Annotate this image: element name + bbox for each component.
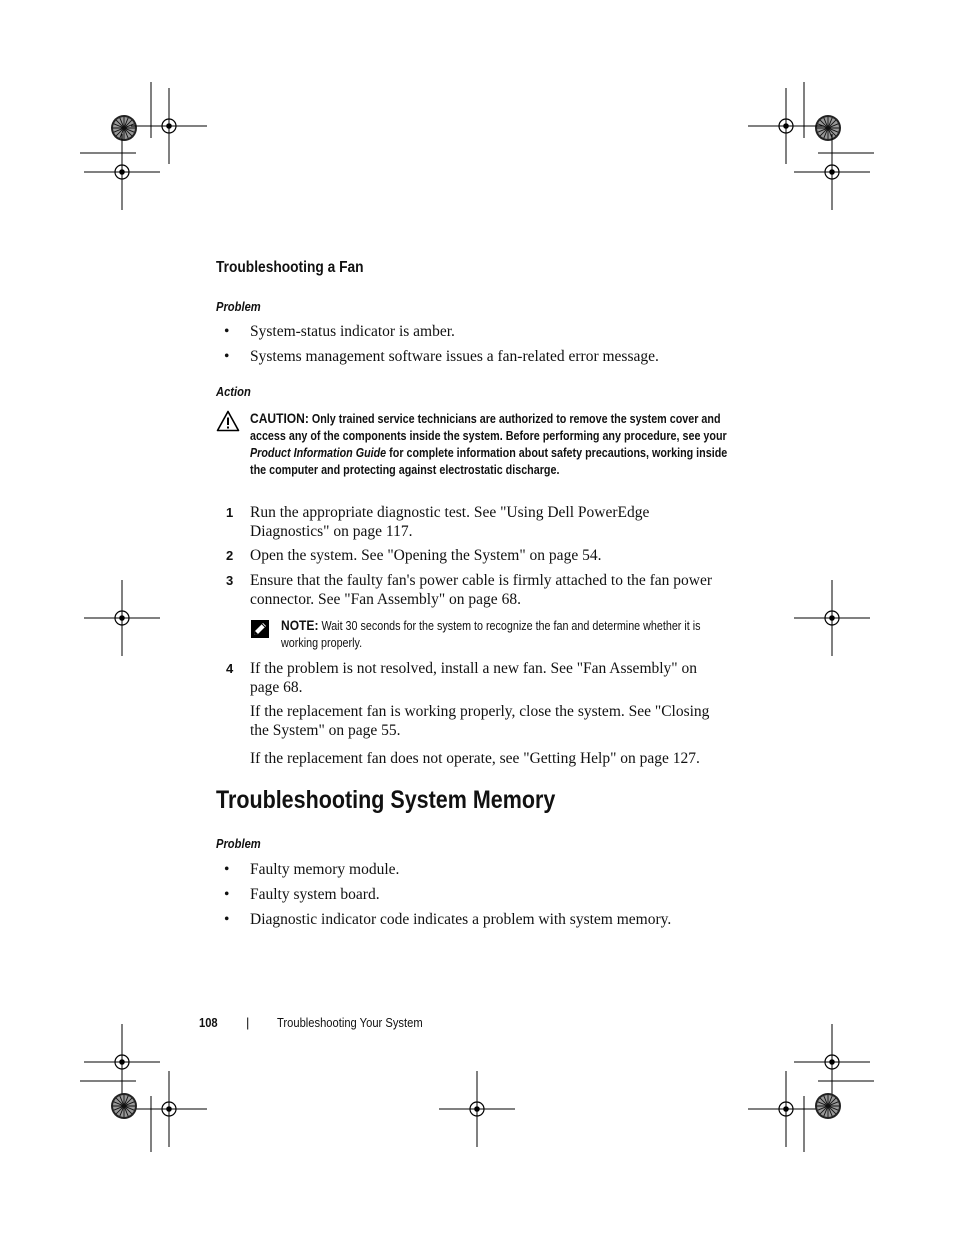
note-label: NOTE:: [281, 617, 319, 633]
registration-target-icon: [748, 1071, 824, 1147]
registration-target-icon: [794, 580, 870, 656]
registration-target-icon: [84, 134, 160, 210]
note-text: NOTE: Wait 30 seconds for the system to recognize the fan and determine whether it is working properly.: [281, 617, 701, 650]
section-heading-memory: Troubleshooting System Memory: [216, 786, 556, 814]
registration-target-icon: [84, 1024, 160, 1100]
footer-chapter: Troubleshooting Your System: [277, 1015, 423, 1030]
section-heading-fan: [216, 259, 388, 277]
caution-text: CAUTION: Only trained service technicians are authorized to remove the system cover and access any of the components inside the system. Before performing any procedure, see your Product Information Guide for complete information about safety precautions, working inside the computer and protecting against electrostatic discharge.: [250, 410, 728, 477]
caution-triangle-icon: [216, 410, 240, 437]
registration-star-icon: [111, 115, 137, 141]
section-heading-fan-text: Troubleshooting a Fan: [216, 259, 364, 276]
note-pencil-icon: [250, 619, 270, 644]
registration-target-icon: [748, 88, 824, 164]
footer-separator: |: [246, 1015, 250, 1030]
registration-target-icon: [794, 1024, 870, 1100]
registration-target-icon: [84, 580, 160, 656]
product-information-guide: Product Information Guide: [250, 446, 387, 460]
registration-star-icon: [815, 115, 841, 141]
bullet-icon: •: [224, 911, 230, 928]
caution-label: CAUTION:: [250, 410, 309, 426]
bullet-icon: •: [224, 861, 230, 878]
registration-target-icon: [439, 1071, 515, 1147]
paragraph: If the replacement fan is working properly, close the system. See "Closing the System" on page 55.: [250, 703, 710, 739]
bullet-icon: •: [224, 886, 230, 903]
action-label: Action: [216, 384, 251, 399]
registration-target-icon: [794, 134, 870, 210]
registration-target-icon: [131, 1071, 207, 1147]
paragraph: If the replacement fan does not operate, see "Getting Help" on page 127.: [250, 750, 700, 767]
bullet-icon: •: [224, 323, 230, 340]
problem-label: Problem: [216, 299, 261, 314]
registration-star-icon: [815, 1093, 841, 1119]
registration-star-icon: [111, 1093, 137, 1119]
page-number: 108: [199, 1015, 218, 1030]
problem-label: Problem: [216, 836, 261, 851]
bullet-icon: •: [224, 348, 230, 365]
registration-target-icon: [131, 88, 207, 164]
